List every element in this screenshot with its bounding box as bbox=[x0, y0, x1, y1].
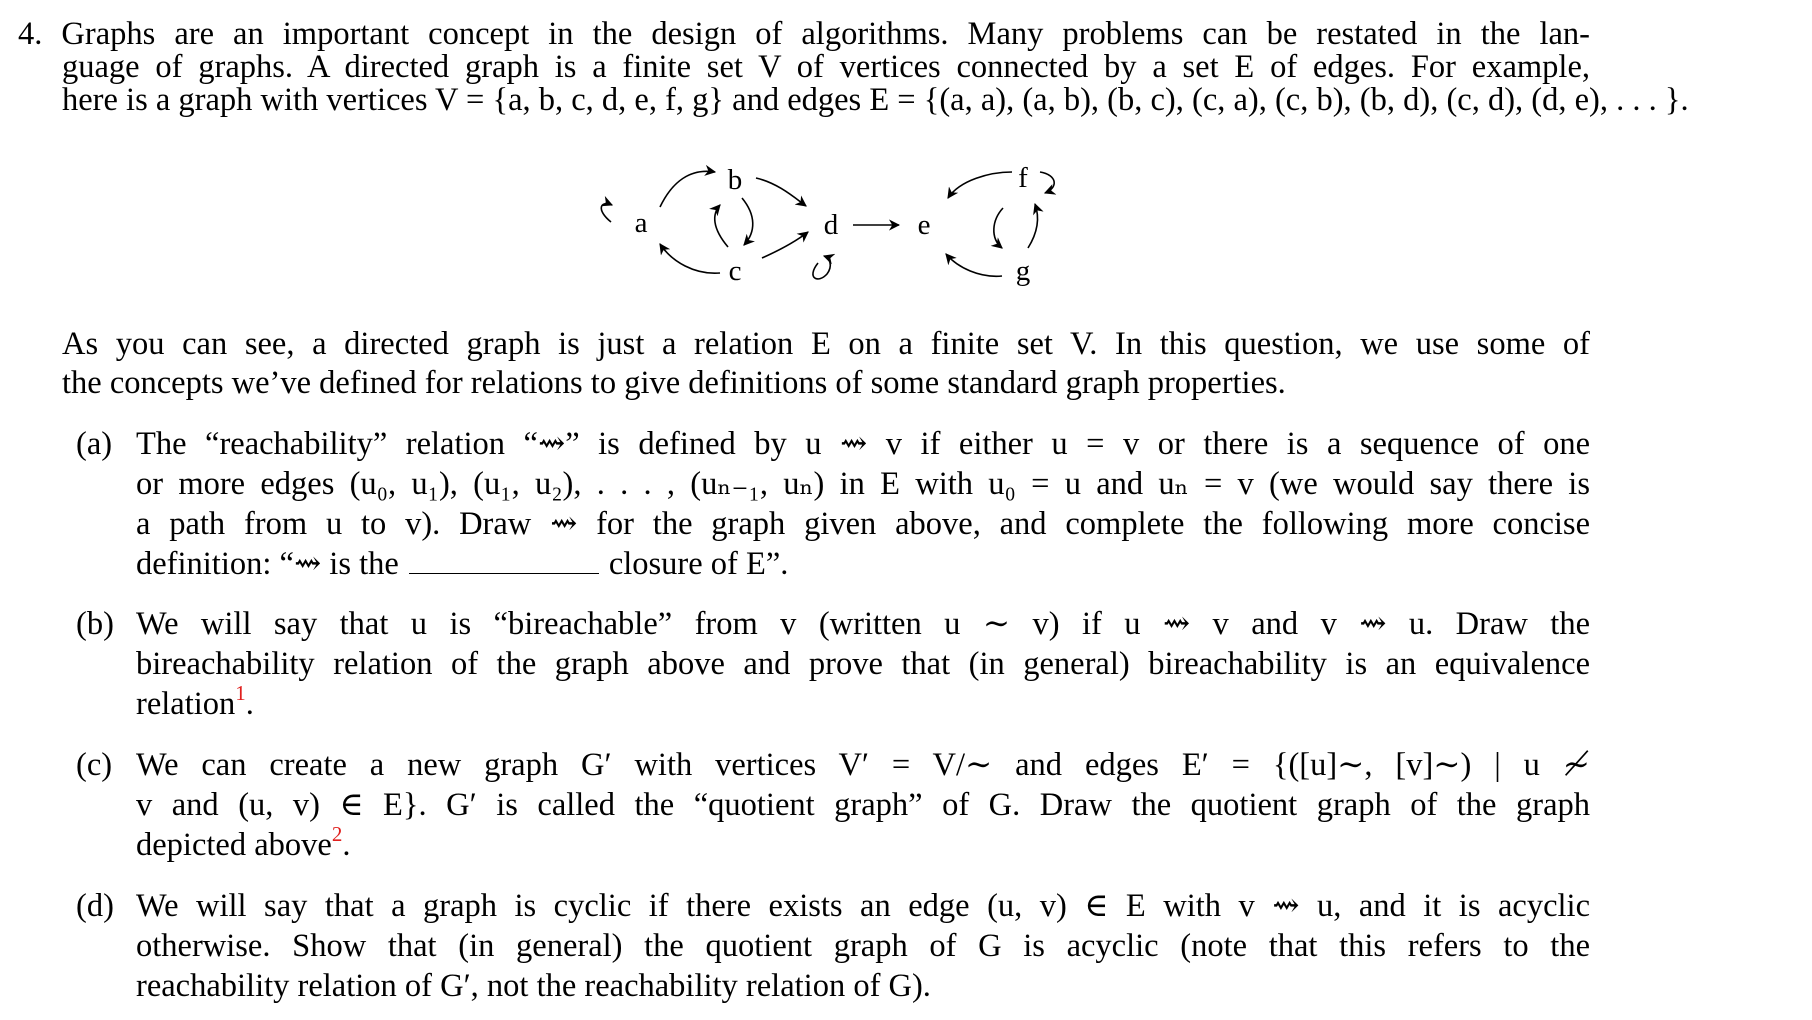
edge-e-f bbox=[948, 172, 1012, 198]
edge-c-b bbox=[715, 205, 728, 247]
edge-a-a bbox=[601, 204, 612, 222]
footnote-1-marker[interactable]: 1 bbox=[235, 681, 246, 705]
intro-line-1: 4. Graphs are an important concept in the design of algorithms. Many problems can be restated in the lan- bbox=[18, 16, 1590, 52]
part-c-line-3: depicted above$^2$. bbox=[136, 822, 351, 863]
vertex-g: g bbox=[1015, 255, 1031, 287]
vertex-a: a bbox=[634, 207, 648, 239]
edge-b-d bbox=[756, 178, 806, 206]
edge-g-f bbox=[1028, 204, 1038, 248]
directed-graph-figure bbox=[0, 0, 1812, 300]
body-line-1: As you can see, a directed graph is just a relation E on a finite set V. In this question, we use some of bbox=[62, 326, 1590, 362]
part-a-label: (a) bbox=[76, 426, 113, 462]
part-c-line-1: We can create a new graph G′ with vertices V′ = V/∼ and edges E′ = {([u]∼, [v]∼) | u ≁ bbox=[136, 747, 1590, 783]
part-b-line-3: relation$^1$. bbox=[136, 681, 254, 722]
part-d-line-2: otherwise. Show that (in general) the quotient graph of G is acyclic (note that this refers to the bbox=[136, 928, 1590, 964]
part-a-line-2: or more edges (u₀, u₁), (u₁, u₂), . . . , (uₙ₋₁, uₙ) in E with u₀ = u and uₙ = v (we would say there is bbox=[136, 466, 1590, 502]
part-d-label: (d) bbox=[76, 888, 114, 924]
part-b-line-2: bireachability relation of the graph above and prove that (in general) bireachability is an equivalence bbox=[136, 646, 1590, 682]
part-a-line-3: a path from u to v). Draw ⇝ for the graph given above, and complete the following more concise bbox=[136, 506, 1590, 542]
part-d-line-3: reachability relation of G′, not the reachability relation of G). bbox=[136, 968, 931, 1004]
intro-line-3: here is a graph with vertices V = {a, b, c, d, e, f, g} and edges E = {(a, a), (a, b), (b, c), (c, a), (c, b), (b, d), (c, d), (d, e), . . . }. bbox=[62, 82, 1689, 118]
edge-c-a bbox=[660, 244, 720, 273]
vertex-b: b bbox=[727, 164, 743, 196]
answer-blank[interactable] bbox=[409, 549, 599, 574]
part-b-line-1: We will say that u is “bireachable” from v (written u ∼ v) if u ⇝ v and v ⇝ u. Draw the bbox=[136, 606, 1590, 642]
edge-f-g bbox=[994, 208, 1003, 248]
body-line-2: the concepts we’ve defined for relations to give definitions of some standard graph properties. bbox=[62, 365, 1286, 401]
part-a-line-1: The “reachability” relation “⇝” is defined by u ⇝ v if either u = v or there is a sequence of one bbox=[136, 426, 1590, 462]
part-c-label: (c) bbox=[76, 747, 113, 783]
edge-g-e bbox=[946, 254, 1002, 276]
part-d-line-1: We will say that a graph is cyclic if there exists an edge (u, v) ∈ E with v ⇝ u, and it is acyclic bbox=[136, 888, 1590, 924]
vertex-e: e bbox=[917, 209, 931, 241]
vertex-c: c bbox=[728, 255, 742, 287]
part-b-label: (b) bbox=[76, 606, 114, 642]
edge-b-c bbox=[742, 198, 753, 245]
problem-number: 4. bbox=[18, 16, 43, 52]
vertex-f: f bbox=[1018, 162, 1028, 194]
edge-a-b bbox=[660, 171, 715, 207]
part-a-definition: definition: “⇝ is the closure of E”. bbox=[136, 546, 789, 582]
footnote-2-marker[interactable]: 2 bbox=[331, 822, 343, 846]
edge-d-d bbox=[813, 256, 830, 279]
edge-c-d bbox=[762, 232, 808, 258]
part-c-line-2: v and (u, v) ∈ E}. G′ is called the “quotient graph” of G. Draw the quotient graph of the graph bbox=[136, 787, 1590, 823]
vertex-d: d bbox=[823, 209, 839, 241]
intro-line-2: guage of graphs. A directed graph is a finite set V of vertices connected by a set E of edges. For example, bbox=[62, 49, 1590, 85]
edge-f-f bbox=[1040, 172, 1054, 193]
